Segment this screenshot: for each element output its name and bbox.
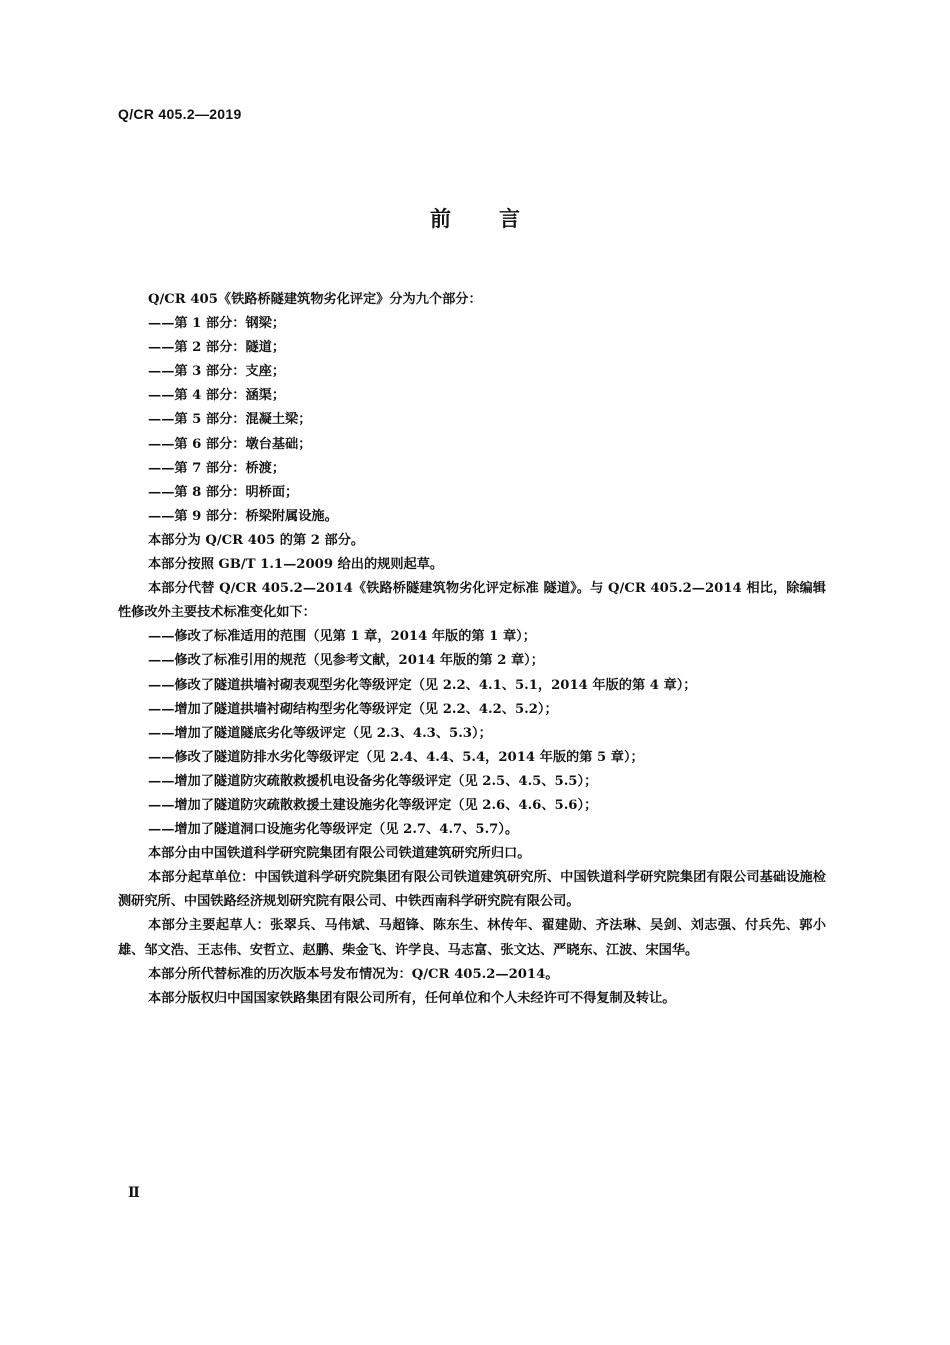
drafting-units-statement: 本部分起草单位：中国铁道科学研究院集团有限公司铁道建筑研究所、中国铁道科学研究院集团有限公司基础设施检测研究所、中国铁路经济规划研究院有限公司、中铁西南科学研究院有限公司。	[118, 870, 826, 910]
replacement-statement: 本部分代替 Q/CR 405.2—2014《铁路桥隧建筑物劣化评定标准 隧道》。与 Q/CR 405.2—2014 相比，除编辑性修改外主要技术标准变化如下：	[118, 581, 826, 621]
list-item: ——修改了隧道防排水劣化等级评定（见 2.4、4.4、5.4，2014 年版的第 5 章）；	[148, 749, 644, 765]
list-item: ——第 9 部分：桥梁附属设施。	[148, 508, 338, 524]
list-item: ——第 5 部分：混凝土梁；	[148, 412, 312, 428]
list-item: ——第 8 部分：明桥面；	[148, 484, 299, 500]
list-item: ——增加了隧道防灾疏散救援机电设备劣化等级评定（见 2.5、4.5、5.5）；	[148, 773, 598, 789]
list-item: ——第 4 部分：涵渠；	[148, 388, 286, 404]
list-item: ——增加了隧道隧底劣化等级评定（见 2.3、4.3、5.3）；	[148, 725, 492, 741]
list-item: ——修改了标准适用的范围（见第 1 章，2014 年版的第 1 章）；	[148, 629, 536, 645]
copyright-statement: 本部分版权归中国国家铁路集团有限公司所有，任何单位和个人未经许可不得复制及转让。	[148, 990, 676, 1006]
list-item: ——增加了隧道洞口设施劣化等级评定（见 2.7、4.7、5.7）。	[148, 822, 519, 838]
centralized-statement: 本部分由中国铁道科学研究院集团有限公司铁道建筑研究所归口。	[148, 846, 531, 862]
list-item: ——第 7 部分：桥渡；	[148, 460, 286, 476]
page-number: Ⅱ	[128, 1185, 140, 1201]
drafters-statement: 本部分主要起草人：张翠兵、马伟斌、马超锋、陈东生、林传年、翟建勋、齐法琳、吴剑、刘志强、付兵先、郭小雄、邹文浩、王志伟、安哲立、赵鹏、柴金飞、许学良、马志富、张文达、严晓东、江波、宋国华。	[118, 918, 826, 958]
list-item: ——增加了隧道拱墙衬砌结构型劣化等级评定（见 2.2、4.2、5.2）；	[148, 701, 558, 717]
changes-list	[118, 625, 826, 842]
document-code: Q/CR 405.2—2019	[118, 106, 242, 122]
list-item: ——修改了隧道拱墙衬砌表观型劣化等级评定（见 2.2、4.1、5.1，2014 年版的第 4 章）；	[148, 677, 697, 693]
rules-statement: 本部分按照 GB/T 1.1—2009 给出的规则起草。	[148, 557, 444, 573]
list-item: ——第 1 部分：钢梁；	[148, 316, 286, 332]
parts-list	[118, 312, 826, 529]
foreword-body	[118, 288, 826, 1011]
part-statement: 本部分为 Q/CR 405 的第 2 部分。	[148, 532, 365, 548]
history-statement: 本部分所代替标准的历次版本号发布情况为：Q/CR 405.2—2014。	[148, 966, 559, 982]
list-item: ——第 6 部分：墩台基础；	[148, 436, 312, 452]
list-item: ——第 2 部分：隧道；	[148, 340, 286, 356]
list-item: ——增加了隧道防灾疏散救援土建设施劣化等级评定（见 2.6、4.6、5.6）；	[148, 797, 598, 813]
list-item: ——第 3 部分：支座；	[148, 364, 286, 380]
intro-paragraph: Q/CR 405《铁路桥隧建筑物劣化评定》分为九个部分：	[148, 292, 482, 307]
list-item: ——修改了标准引用的规范（见参考文献，2014 年版的第 2 章）；	[148, 653, 544, 669]
page-title: 前言	[430, 207, 568, 231]
